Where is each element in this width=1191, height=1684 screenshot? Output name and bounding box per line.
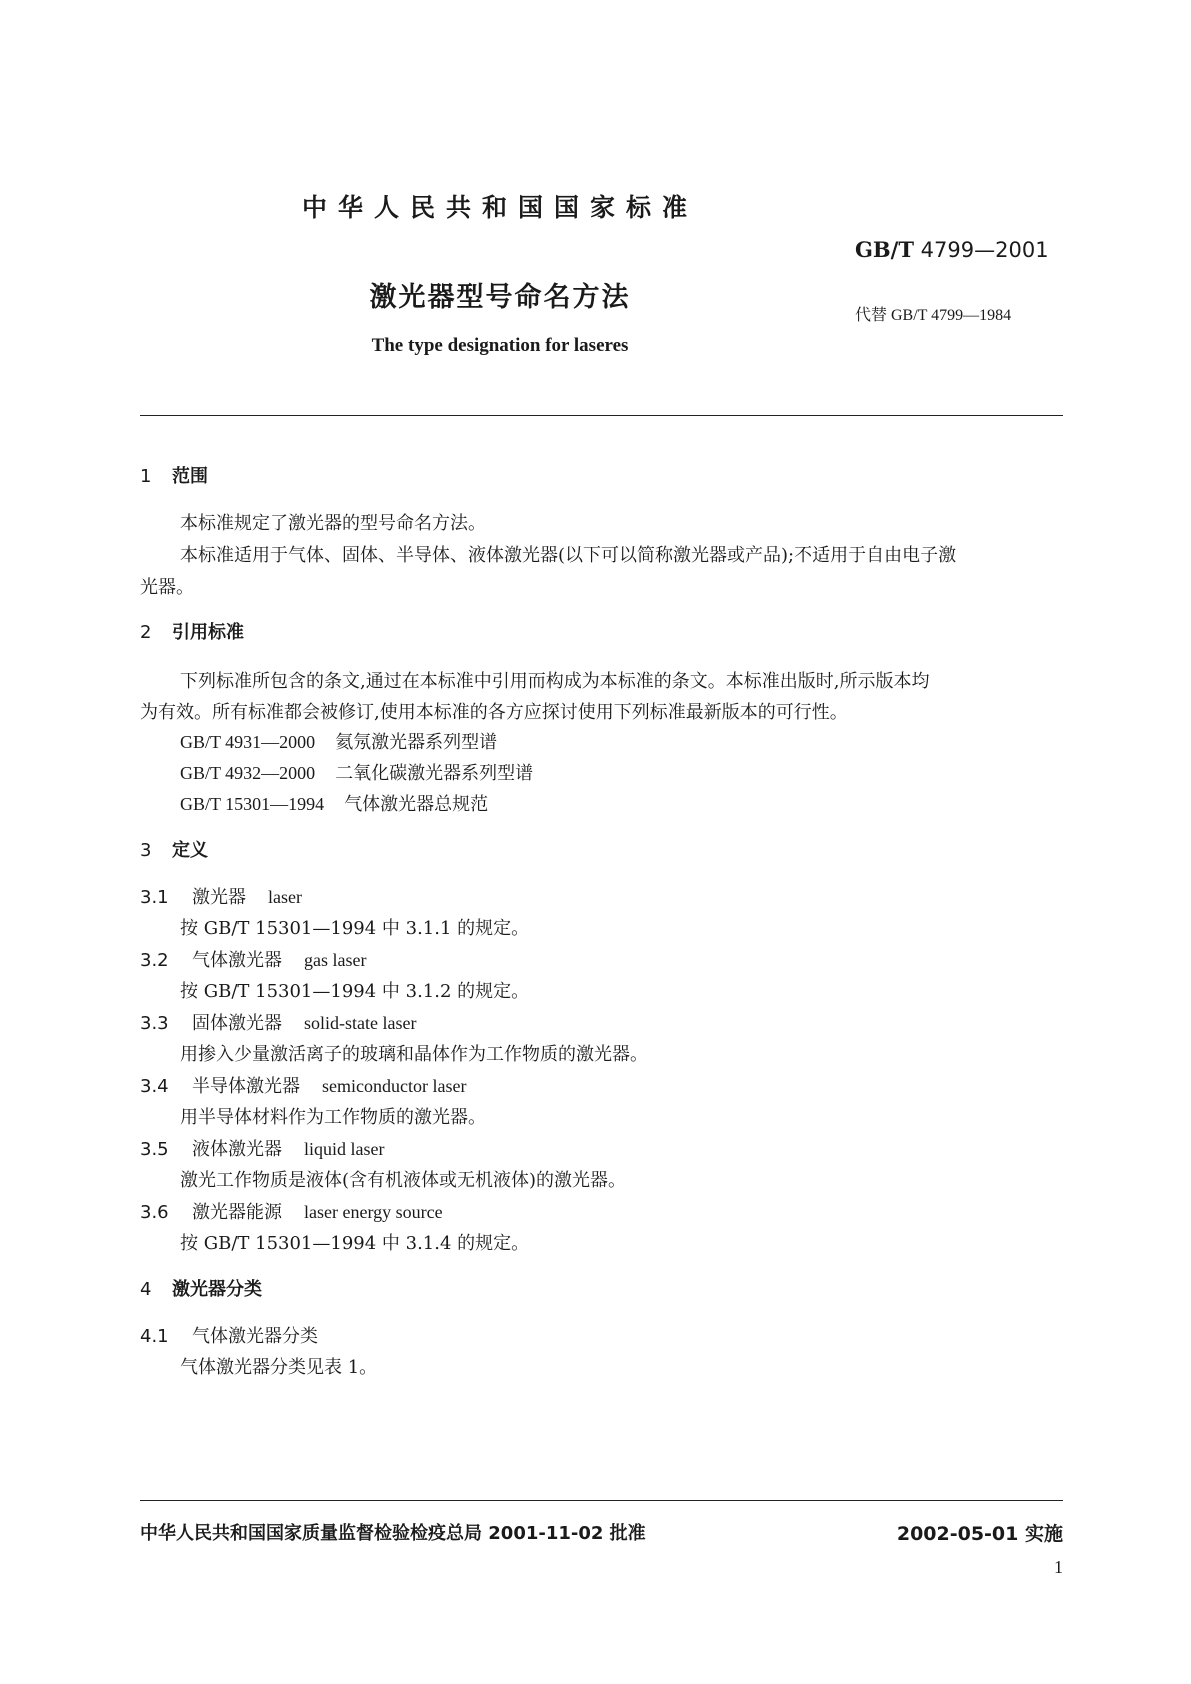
section-title: 引用标准 <box>172 622 244 643</box>
replaces-note: 代替 GB/T 4799—1984 <box>855 307 1012 324</box>
clause-number: 3.6 <box>140 1202 169 1223</box>
reference-code: GB/T 4932—2000 <box>180 763 316 783</box>
paragraph: 本标准适用于气体、固体、半导体、液体激光器(以下可以简称激光器或产品);不适用于自由电子激 <box>180 545 957 566</box>
reference-title: 氦氖激光器系列型谱 <box>335 732 498 753</box>
definition-term <box>140 883 302 909</box>
term-en: liquid laser <box>304 1139 385 1159</box>
section-3-heading <box>140 836 208 862</box>
term-en: gas laser <box>304 950 367 970</box>
reference-item <box>180 790 488 816</box>
definition-term <box>140 1009 416 1035</box>
document-title-cn: 激光器型号命名方法 <box>369 282 631 313</box>
paragraph: 光器。 <box>140 577 194 598</box>
definition-term <box>140 1198 443 1224</box>
standard-code-prefix: GB/T <box>855 237 914 262</box>
definition-text: 按 GB/T 15301—1994 中 3.1.1 的规定。 <box>180 918 530 939</box>
clause-number: 3.4 <box>140 1076 169 1097</box>
section-title: 激光器分类 <box>172 1279 262 1300</box>
term-en: laser <box>268 887 302 907</box>
reference-item <box>180 759 533 785</box>
section-title: 定义 <box>172 840 208 861</box>
national-standard-heading: 中华人民共和国国家标准 <box>301 193 698 222</box>
document-title-en: The type designation for laseres <box>371 335 629 356</box>
section-2-heading <box>140 618 244 644</box>
section-number: 2 <box>140 622 152 643</box>
reference-item <box>180 728 497 754</box>
definition-term <box>140 1135 384 1161</box>
paragraph: 本标准规定了激光器的型号命名方法。 <box>180 513 486 534</box>
footer-divider <box>140 1500 1063 1501</box>
term-cn: 固体激光器 <box>192 1013 282 1034</box>
term-cn: 气体激光器 <box>192 950 282 971</box>
definition-text: 按 GB/T 15301—1994 中 3.1.2 的规定。 <box>180 981 530 1002</box>
definition-text: 激光工作物质是液体(含有机液体或无机液体)的激光器。 <box>180 1170 627 1191</box>
section-4-heading <box>140 1275 262 1301</box>
standard-code <box>855 237 1049 262</box>
clause-number: 3.1 <box>140 887 169 908</box>
term-cn: 液体激光器 <box>192 1139 282 1160</box>
definition-text: 用掺入少量激活离子的玻璃和晶体作为工作物质的激光器。 <box>180 1044 648 1065</box>
section-title: 范围 <box>172 466 208 487</box>
term-cn: 激光器 <box>192 887 246 908</box>
implementation-date: 2002-05-01 实施 <box>896 1523 1063 1545</box>
section-number: 3 <box>140 840 152 861</box>
definition-text: 按 GB/T 15301—1994 中 3.1.4 的规定。 <box>180 1233 530 1254</box>
term-en: semiconductor laser <box>322 1076 467 1096</box>
paragraph: 下列标准所包含的条文,通过在本标准中引用而构成为本标准的条文。本标准出版时,所示版本均 <box>180 671 930 692</box>
definition-text: 用半导体材料作为工作物质的激光器。 <box>180 1107 486 1128</box>
clause-number: 4.1 <box>140 1326 169 1347</box>
paragraph: 为有效。所有标准都会被修订,使用本标准的各方应探讨使用下列标准最新版本的可行性。 <box>140 702 848 723</box>
section-number: 4 <box>140 1279 152 1300</box>
term-en: solid-state laser <box>304 1013 417 1033</box>
paragraph: 气体激光器分类见表 1。 <box>180 1357 378 1378</box>
term-en: laser energy source <box>304 1202 443 1222</box>
approval-line: 中华人民共和国国家质量监督检验检疫总局 2001-11-02 批准 <box>140 1523 646 1544</box>
definition-term <box>140 1072 466 1098</box>
reference-code: GB/T 4931—2000 <box>180 732 316 752</box>
standard-code-number: 4799—2001 <box>920 238 1049 262</box>
subsection-heading <box>140 1322 318 1348</box>
section-number: 1 <box>140 466 152 487</box>
term-cn: 半导体激光器 <box>192 1076 300 1097</box>
term-cn: 激光器能源 <box>192 1202 282 1223</box>
clause-number: 3.5 <box>140 1139 169 1160</box>
clause-number: 3.3 <box>140 1013 169 1034</box>
page-number: 1 <box>1054 1557 1063 1577</box>
reference-code: GB/T 15301—1994 <box>180 794 325 814</box>
clause-number: 3.2 <box>140 950 169 971</box>
subsection-title: 气体激光器分类 <box>192 1326 318 1347</box>
section-1-heading <box>140 462 208 488</box>
reference-title: 二氧化碳激光器系列型谱 <box>335 763 534 784</box>
reference-title: 气体激光器总规范 <box>344 794 489 815</box>
header-divider <box>140 415 1063 416</box>
definition-term <box>140 946 366 972</box>
